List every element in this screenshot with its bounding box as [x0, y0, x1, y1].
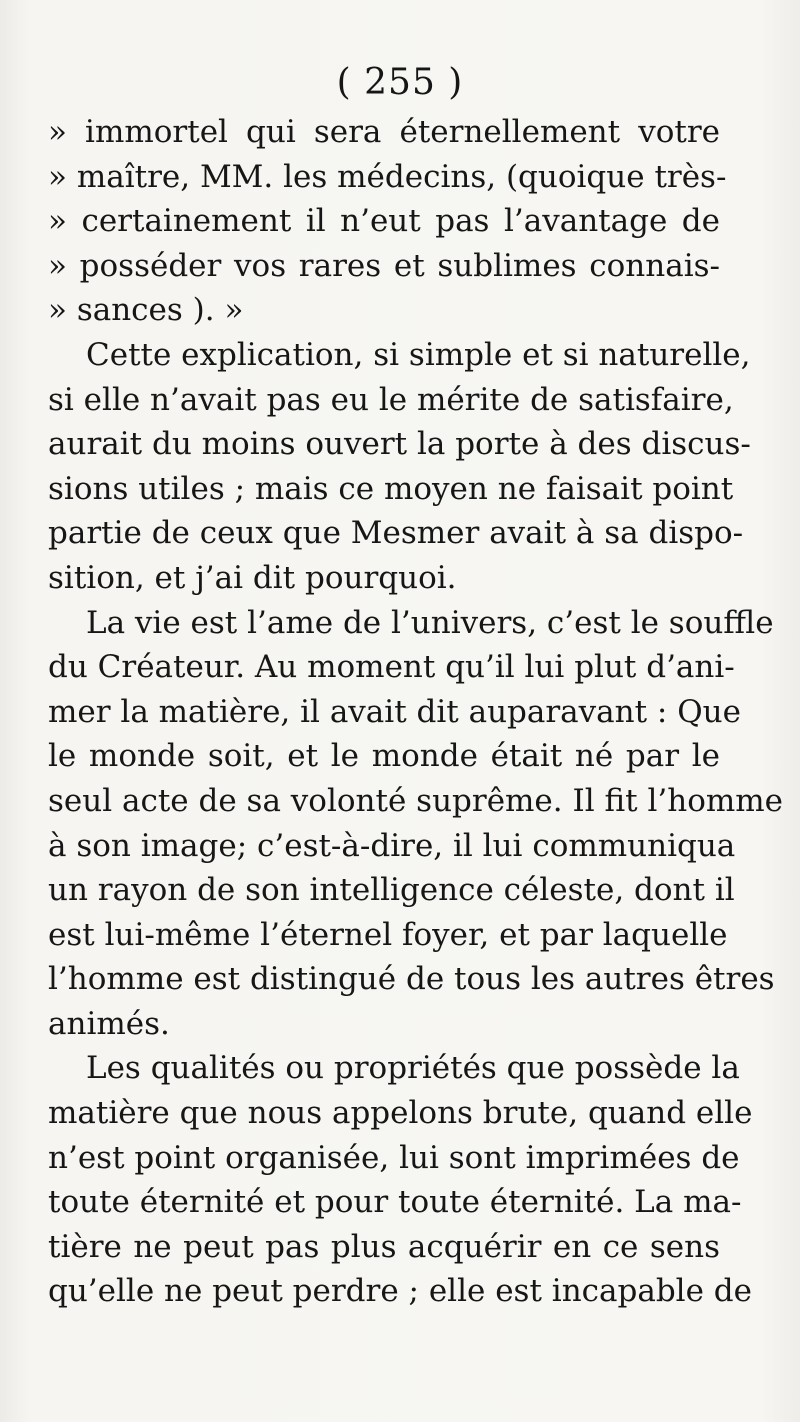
text-line: tière ne peut pas plus acquérir en ce sens — [48, 1228, 720, 1265]
text-line: du Créateur. Au moment qu’il lui plut d’ani- — [48, 649, 735, 686]
text-line: sition, et j’ai dit pourquoi. — [48, 559, 457, 596]
text-line: l’homme est distingué de tous les autres êtres — [48, 961, 775, 998]
text-line: n’est point organisée, lui sont imprimées de — [48, 1139, 740, 1176]
text-line: partie de ceux que Mesmer avait à sa dispo- — [48, 515, 744, 552]
text-line: Cette explication, si simple et si naturelle, — [86, 336, 751, 373]
text-line: » maître, MM. les médecins, (quoique très- — [48, 158, 727, 195]
text-line: mer la matière, il avait dit auparavant : Que — [48, 693, 741, 730]
text-line: est lui-même l’éternel foyer, et par laquelle — [48, 916, 728, 953]
text-line: » posséder vos rares et sublimes connais- — [48, 247, 720, 284]
text-line: Les qualités ou propriétés que possède la — [86, 1050, 740, 1087]
page-number: ( 255 ) — [336, 62, 464, 103]
text-line: La vie est l’ame de l’univers, c’est le souffle — [86, 604, 774, 641]
page-body-text — [48, 110, 784, 1314]
text-line: matière que nous appelons brute, quand elle — [48, 1095, 753, 1132]
text-line: animés. — [48, 1005, 170, 1042]
text-line: seul acte de sa volonté suprême. Il fit l’homme — [48, 782, 784, 819]
text-line: si elle n’avait pas eu le mérite de satisfaire, — [48, 381, 734, 418]
text-line: qu’elle ne peut perdre ; elle est incapable de — [48, 1273, 752, 1310]
text-line: aurait du moins ouvert la porte à des discus- — [48, 426, 751, 463]
text-line: » immortel qui sera éternellement votre — [48, 114, 720, 150]
text-line: sions utiles ; mais ce moyen ne faisait point — [48, 470, 734, 507]
text-line: à son image; c’est-à-dire, il lui communiqua — [48, 827, 736, 864]
text-line: un rayon de son intelligence céleste, dont il — [48, 872, 735, 909]
text-line: » sances ). » — [48, 292, 244, 329]
text-line: » certainement il n’eut pas l’avantage de — [48, 203, 720, 240]
text-line: le monde soit, et le monde était né par le — [48, 738, 720, 775]
text-line: toute éternité et pour toute éternité. La ma- — [48, 1184, 742, 1221]
